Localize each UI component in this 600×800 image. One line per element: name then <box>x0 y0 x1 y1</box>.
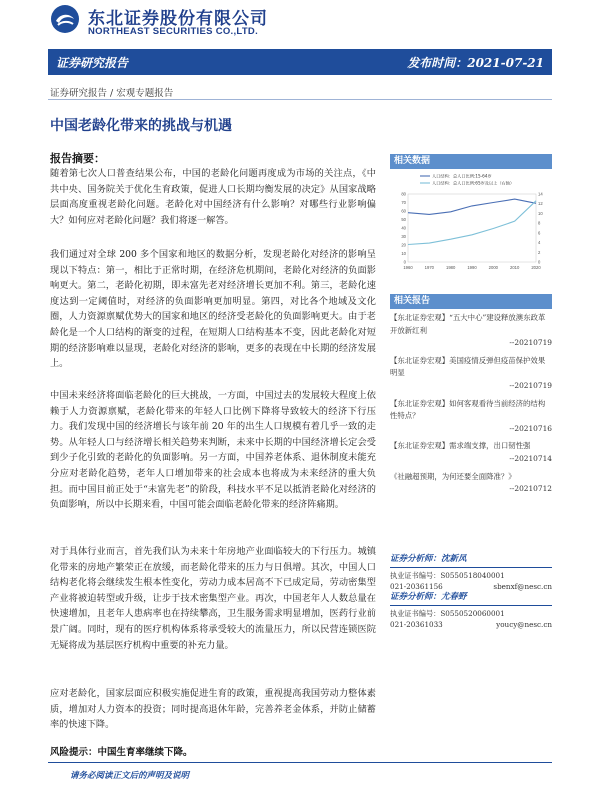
chart-x-tick: 2000 <box>488 265 498 270</box>
page-title: 中国老龄化带来的挑战与机遇 <box>50 118 232 134</box>
analyst-card <box>390 592 552 631</box>
analyst-name: 证券分析师：沈新凤 <box>390 554 552 568</box>
cert-number: S0550520060001 <box>440 608 505 618</box>
risk-text: 中国生育率继续下降。 <box>97 747 193 758</box>
report-title[interactable]: 《社融超预期，为何还要全面降准？》 <box>390 471 516 481</box>
report-title[interactable]: 【东北证券宏观】如何客观看待当前经济的结构性特点？ <box>390 398 546 421</box>
header-bar <box>48 49 552 75</box>
report-title[interactable]: 【东北证券宏观】“五大中心”建设释放澳东政革开放新红利 <box>390 313 546 335</box>
abstract-paragraph: 我们通过对全球 200 多个国家和地区的数据分析，发现老龄化对经济的影响呈现以下特点：第一，相比于正常时期，在经济危机期间，老龄化对经济的负面影响更大。第二，老龄化初期，即未富先老对经济增长更加不利。第三，老龄化速度达到一定阈值时，对经济的负面影响更加明显。第四，对比各个地域及文化圈，人力资源禀赋优势大的国家和地区的经济受老龄化的负面影响更大。由于老龄化是一个人口结构的渐变的过程，在短期人口结构基本不变，因此老龄化对短期的经济影响难以显现，老龄化对经济的影响，更多的表现在中长期的经济发展上。 <box>50 249 376 370</box>
chart-x-tick: 1970 <box>424 265 434 270</box>
chart-y-tick-right: 6 <box>538 230 541 236</box>
footer-divider <box>48 762 552 763</box>
chart-y-tick-right: 10 <box>538 210 543 216</box>
report-date: --20210719 <box>509 380 552 390</box>
chart-plot-frame <box>408 194 536 262</box>
chart-y-tick-left: 20 <box>401 242 406 248</box>
analyst-card <box>390 554 552 593</box>
chart-y-tick-left: 70 <box>401 200 406 205</box>
divider <box>48 99 552 100</box>
related-reports-header: 相关报告 <box>390 294 552 309</box>
company-name-en: NORTHEAST SECURITIES CO.,LTD. <box>88 26 259 37</box>
chart-x-tick: 1960 <box>403 265 413 270</box>
publish-date: 发布时间：2021-07-21 <box>407 56 544 70</box>
abstract-paragraph: 对于具体行业而言，首先我们认为未来十年房地产业面临较大的下行压力。城镇化带来的房地产繁荣正在放缓，而老龄化带来的压力与日俱增。其次，中国人口结构老化将会继续发生根本性变化，劳动力成本居高不下已成定局，劳动密集型产业将被迫转型或升级，让步于技术密集型产业。再次，中国老年人人数总量在快速增加，且老年人患病率也在持续攀高，卫生服务需求明显增加，医药行业前景广阔。同时，现有的医疗机构体系将承受较大的流量压力，所以民营连锁医院无疑将成为基层医疗机构中重要的补充力量。 <box>50 546 376 651</box>
chart-y-tick-left: 50 <box>401 217 406 222</box>
chart-y-tick-left: 0 <box>403 259 406 265</box>
chart-x-tick: 2020 <box>531 265 541 270</box>
report-item[interactable] <box>390 440 552 465</box>
analyst-phone: 021-20361156 <box>390 582 443 591</box>
chart-y-tick-left: 60 <box>401 208 406 214</box>
abstract-paragraph: 中国未来经济将面临老龄化的巨大挑战，一方面，中国过去的发展较大程度上依赖于人力资源禀赋，老龄化带来的年轻人口比例下降将导致较大的经济下行压力。我们发现中国的经济增长与该年前 20 年的出生人口规模有着几乎一致的走势。从年轻人口与经济增长相关趋势来判断，未来中长期的中国经济增长定会受到少子化引致的老龄化的负面影响。另一方面，中国养老体系、退休制度未能充分应对老龄化趋势，老年人口增加带来的社会成本也将成为未来经济的重大负担。而中国目前正处于“未富先老”的阶段，科技水平不足以抵消老龄化对经济的负面影响，所以中长期来看，中国可能会面临老龄化带来的经济阵痛期。 <box>50 390 376 511</box>
chart-y-tick-left: 80 <box>401 191 406 197</box>
chart-y-tick-right: 4 <box>538 240 541 246</box>
report-date: --20210712 <box>509 484 552 494</box>
abstract-paragraph: 应对老龄化，国家层面应积极实施促进生育的政策，重视提高我国劳动力整体素质，增加对人力资本的投资；同时提高退休年龄，完善养老金体系，并防止储蓄率的快速下降。 <box>50 688 376 731</box>
analyst-phone: 021-20361033 <box>390 620 443 629</box>
analyst-name: 证券分析师：尤春野 <box>390 592 552 606</box>
chart-y-tick-right: 0 <box>538 259 541 265</box>
related-reports-list <box>390 312 552 501</box>
abstract-label: 报告摘要： <box>50 152 105 165</box>
chart-x-tick: 1990 <box>467 265 477 270</box>
cert-number: S0550518040001 <box>440 570 505 580</box>
chart-legend-label: 人口结构：总人口比例:65岁及以上（右轴） <box>432 180 515 186</box>
chart-series-line <box>408 199 536 214</box>
chart-x-tick: 1980 <box>446 265 456 270</box>
report-date: --20210716 <box>509 423 552 433</box>
cert-label: 执业证书编号： <box>390 570 441 580</box>
footer-disclaimer: 请务必阅读正文后的声明及说明 <box>70 771 190 781</box>
chart-y-tick-left: 40 <box>401 225 406 231</box>
report-title[interactable]: 【东北证券宏观】美国疫情反弹但疫苗保护效果明显 <box>390 355 546 378</box>
company-logo-icon <box>50 4 80 34</box>
chart-x-tick: 2010 <box>510 265 520 270</box>
report-date: --20210714 <box>509 453 552 463</box>
report-title[interactable]: 【东北证券宏观】需求端支撑，出口韧性强 <box>390 441 531 451</box>
report-item[interactable] <box>390 355 552 393</box>
report-item[interactable] <box>390 398 552 436</box>
report-date: --20210719 <box>509 338 552 348</box>
chart-y-tick-right: 12 <box>538 201 543 207</box>
company-name-cn: 东北证券股份有限公司 <box>88 9 268 29</box>
report-type-label: 证券研究报告 <box>56 56 129 70</box>
cert-label: 执业证书编号： <box>390 608 441 618</box>
chart-y-tick-left: 10 <box>401 251 406 256</box>
breadcrumb: 证券研究报告 / 宏观专题报告 <box>50 88 174 99</box>
chart-y-tick-left: 30 <box>401 234 406 239</box>
abstract-paragraph: 随着第七次人口普查结果公布，中国的老龄化问题再度成为市场的关注点，《中共中央、国务院关于优化生育政策，促进人口长期均衡发展的决定》从国家战略层面高度重视老龄化问题。老龄化对中国经济有什么影响？对哪些行业影响偏大？如何应对老龄化问题？我们将逐一解答。 <box>50 168 376 226</box>
report-item[interactable] <box>390 312 552 350</box>
risk-label: 风险提示： <box>50 747 98 758</box>
chart-y-tick-right: 2 <box>538 249 541 255</box>
chart-y-tick-right: 8 <box>538 220 541 226</box>
chart-y-tick-right: 14 <box>538 191 543 197</box>
risk-warning <box>50 744 193 758</box>
analyst-email[interactable]: sbenxf@nesc.cn <box>493 582 552 591</box>
analyst-email[interactable]: youcy@nesc.cn <box>496 620 552 629</box>
chart-legend-label: 人口结构：总人口比例:15-64岁 <box>432 173 492 179</box>
related-data-header: 相关数据 <box>390 154 552 169</box>
chart-series-line <box>408 201 536 245</box>
report-item[interactable] <box>390 471 552 496</box>
population-chart <box>390 170 552 275</box>
